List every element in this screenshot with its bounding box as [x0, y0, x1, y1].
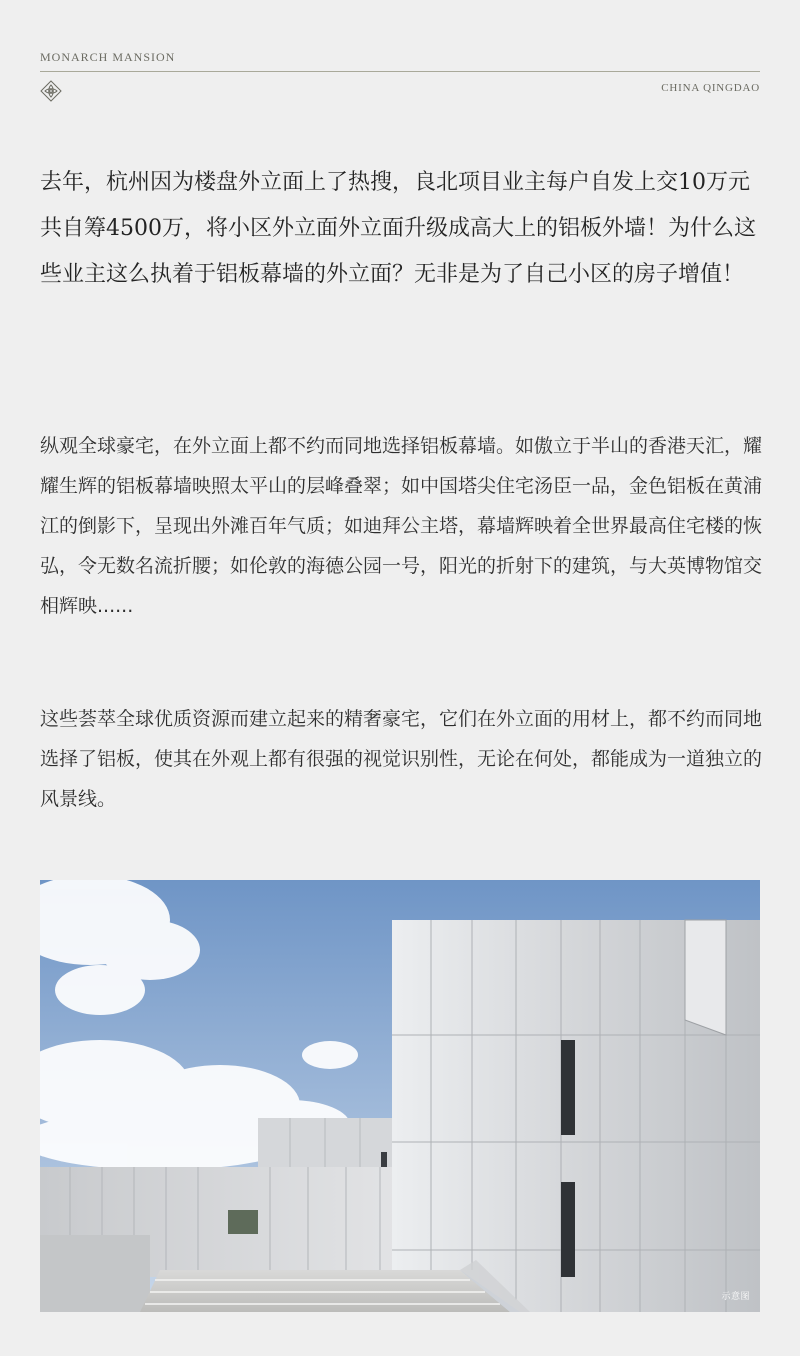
- brand-name: MONARCH MANSION: [40, 50, 176, 64]
- lead-paragraph: 去年，杭州因为楼盘外立面上了热搜，良北项目业主每户自发上交10万元共自筹4500万，将小区外立面外立面升级成高大上的铝板外墙！为什么这些业主这么执着于铝板幕墙的外立面？无非是为了自己小区的房子增值！: [40, 170, 756, 287]
- body-paragraph-aluminum-choice: 这些荟萃全球优质资源而建立起来的精奢豪宅，它们在外立面的用材上，都不约而同地选择了铝板，使其在外观上都有很强的视觉识别性，无论在何处，都能成为一道独立的风景线。: [40, 708, 763, 810]
- location-label: CHINA QINGDAO: [661, 82, 760, 94]
- photo-caption: 示意图: [721, 1292, 750, 1302]
- header-divider: [40, 71, 760, 72]
- architecture-photo: [40, 880, 760, 1312]
- body-paragraph-luxury-examples: 纵观全球豪宅，在外立面上都不约而同地选择铝板幕墙。如傲立于半山的香港天汇，耀耀生辉的铝板幕墙映照太平山的层峰叠翠；如中国塔尖住宅汤臣一品，金色铝板在黄浦江的倒影下，呈现出外滩百年气质；如迪拜公主塔，幕墙辉映着全世界最高住宅楼的恢弘，令无数名流折腰；如伦敦的海德公园一号，阳光的折射下的建筑，与大英博物馆交相辉映......: [40, 435, 763, 617]
- ornamental-diamond-logo-icon: [39, 80, 63, 102]
